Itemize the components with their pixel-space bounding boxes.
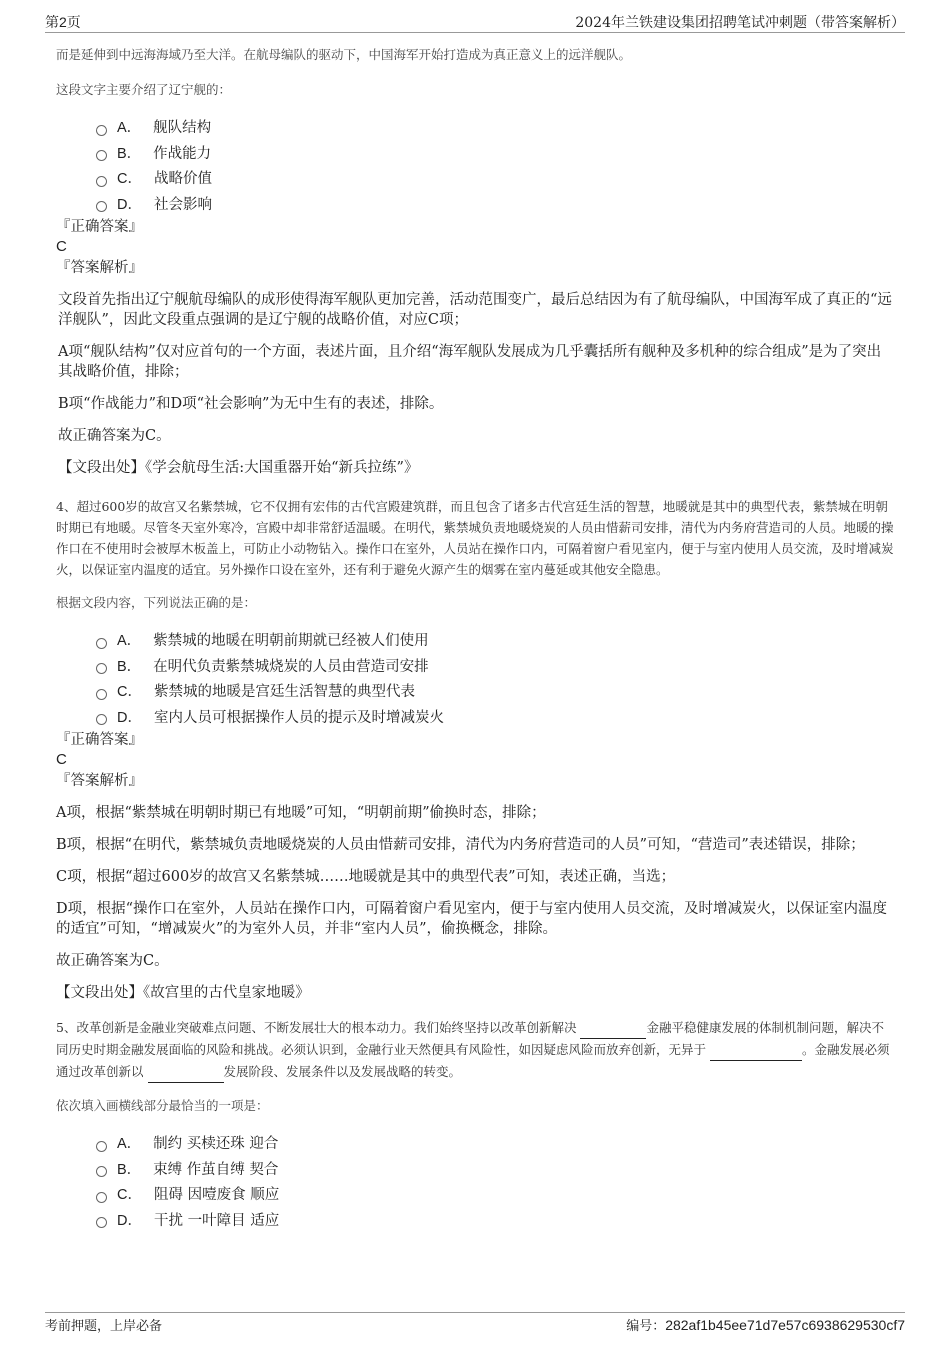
q3-analysis-2: A项“舰队结构”仅对应首句的一个方面，表述片面，且介绍“海军舰队发展成为几乎囊括所有舰种及多机种的综合组成”是为了突出其战略价值，排除； (58, 344, 882, 380)
blank-1[interactable] (580, 1017, 646, 1039)
q4-analysis-d: D项，根据“操作口在室外，人员站在操作口内，可隔着窗户看见室内，便于与室内使用人员交流，及时增减炭火，以保证室内温度的适宜”可知，“增减炭火”的为室外人员，并非“室内人员”，偷换概念，排除。 (56, 901, 888, 937)
q3-answer-header: 『正确答案』 (56, 219, 143, 235)
radio-icon[interactable] (96, 176, 107, 187)
page-number: 第2页 (45, 14, 81, 30)
q5-option-c[interactable]: C． 阻碍 因噎废食 顺应 (96, 1183, 894, 1209)
q4-answer-header: 『正确答案』 (56, 732, 143, 748)
q3-analysis-3: B项“作战能力”和D项“社会影响”为无中生有的表述，排除。 (58, 396, 444, 412)
radio-icon[interactable] (96, 1166, 107, 1177)
page-content (56, 44, 894, 1234)
footer-slogan: 考前押题，上岸必备 (45, 1319, 163, 1334)
q5-options (96, 1132, 894, 1234)
q3-prompt: 这段文字主要介绍了辽宁舰的： (56, 82, 232, 97)
q5-option-d[interactable]: D． 干扰 一叶障目 适应 (96, 1209, 894, 1235)
radio-icon[interactable] (96, 638, 107, 649)
q4-options (96, 629, 894, 731)
q3-option-a[interactable]: A． 舰队结构 (96, 116, 894, 142)
q4-option-c[interactable]: C． 紫禁城的地暖是宫廷生活智慧的典型代表 (96, 680, 894, 706)
q3-source: 【文段出处】《学会航母生活:大国重器开始“新兵拉练”》 (58, 460, 419, 476)
q4-passage: 4、超过600岁的故宫又名紫禁城，它不仅拥有宏伟的古代宫殿建筑群，而且包含了诸多古代宫廷生活的智慧，地暖就是其中的典型代表，紫禁城在明朝时期已有地暖。尽管冬天室外寒冷，宫殿中却非常舒适温暖。在明代，紫禁城负责地暖烧炭的人员由惜薪司安排，清代为内务府营造司的人员。地暖的操作口在不使用时会被厚木板盖上，可防止小动物钻入。操作口在室外，人员站在操作口内，可隔着窗户看见室内，便于与室内使用人员交流，及时增减炭火，以保证室内温度的适宜。另外操作口设在室外，还有利于避免火源产生的烟雾在室内蔓延或其他安全隐患。 (56, 499, 894, 577)
q3-analysis-header: 『答案解析』 (56, 260, 143, 276)
q3-option-b[interactable]: B． 作战能力 (96, 142, 894, 168)
q3-options (96, 116, 894, 218)
radio-icon[interactable] (96, 1192, 107, 1203)
q3-option-c[interactable]: C． 战略价值 (96, 167, 894, 193)
radio-icon[interactable] (96, 150, 107, 161)
radio-icon[interactable] (96, 201, 107, 212)
blank-2[interactable] (710, 1039, 802, 1061)
q4-conclusion: 故正确答案为C。 (56, 953, 169, 969)
q3-answer: C (56, 238, 67, 255)
q4-analysis-a: A项，根据“紫禁城在明朝时期已有地暖”可知，“明朝前期”偷换时态，排除； (56, 805, 546, 821)
radio-icon[interactable] (96, 714, 107, 725)
q3-passage-tail: 而是延伸到中远海海域乃至大洋。在航母编队的驱动下，中国海军开始打造成为真正意义上的远洋舰队。 (56, 47, 632, 62)
document-code: 编号：282af1b45ee71d7e57c6938629530cf7 (626, 1317, 905, 1334)
q4-option-d[interactable]: D． 室内人员可根据操作人员的提示及时增减炭火 (96, 706, 894, 732)
q4-analysis-header: 『答案解析』 (56, 773, 143, 789)
page-footer (45, 1312, 905, 1334)
radio-icon[interactable] (96, 663, 107, 674)
q3-conclusion: 故正确答案为C。 (58, 428, 171, 444)
q5-option-b[interactable]: B． 束缚 作茧自缚 契合 (96, 1158, 894, 1184)
radio-icon[interactable] (96, 1141, 107, 1152)
q5-passage: 5、改革创新是金融业突破难点问题、不断发展壮大的根本动力。我们始终坚持以改革创新解决 金融平稳健康发展的体制机制问题，解决不同历史时期金融发展面临的风险和挑战。必须认识到，金融行业天然便具有风险性，如因疑虑风险而放弃创新，无异于 。金融发展必须通过改革创新以 发展阶段、发展条件以及发展战略的转变。 (56, 1017, 894, 1083)
blank-3[interactable] (148, 1061, 224, 1083)
q3-option-d[interactable]: D． 社会影响 (96, 193, 894, 219)
q4-prompt: 根据文段内容，下列说法正确的是： (56, 595, 257, 610)
page-header (45, 12, 905, 33)
document-title: 2024年兰铁建设集团招聘笔试冲刺题（带答案解析） (575, 15, 905, 31)
q5-prompt: 依次填入画横线部分最恰当的一项是： (56, 1098, 269, 1113)
radio-icon[interactable] (96, 1217, 107, 1228)
q4-analysis-c: C项，根据“超过600岁的故宫又名紫禁城……地暖就是其中的典型代表”可知，表述正确，当选； (56, 869, 676, 885)
q5-option-a[interactable]: A． 制约 买椟还珠 迎合 (96, 1132, 894, 1158)
q4-source: 【文段出处】《故宫里的古代皇家地暖》 (56, 985, 310, 1001)
q4-option-a[interactable]: A． 紫禁城的地暖在明朝前期就已经被人们使用 (96, 629, 894, 655)
q4-analysis-b: B项，根据“在明代，紫禁城负责地暖烧炭的人员由惜薪司安排，清代为内务府营造司的人员”可知，“营造司”表述错误，排除； (56, 837, 865, 853)
radio-icon[interactable] (96, 689, 107, 700)
q4-option-b[interactable]: B． 在明代负责紫禁城烧炭的人员由营造司安排 (96, 655, 894, 681)
radio-icon[interactable] (96, 125, 107, 136)
q3-analysis-1: 文段首先指出辽宁舰航母编队的成形使得海军舰队更加完善，活动范围变广，最后总结因为有了航母编队，中国海军成了真正的“远洋舰队”，因此文段重点强调的是辽宁舰的战略价值，对应C项； (58, 292, 892, 328)
q4-answer: C (56, 751, 67, 768)
